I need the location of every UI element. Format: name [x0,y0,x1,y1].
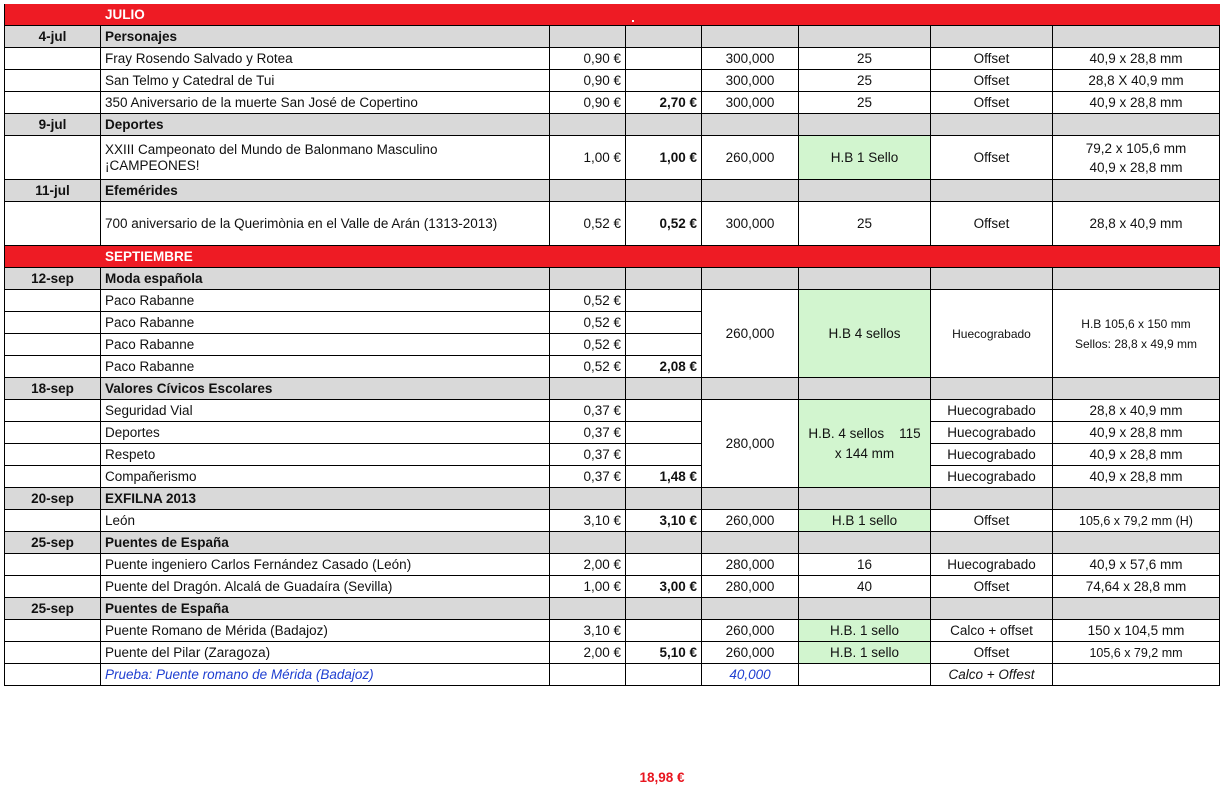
stamp-price: 0,37 € [550,400,626,422]
stamp-price: 0,90 € [550,48,626,70]
print-run: 260,000 [702,620,799,642]
table-row [4,400,1220,422]
print-run: 280,000 [702,400,799,488]
table-row [4,202,1220,246]
stamp-name: Fray Rosendo Salvado y Rotea [101,48,550,70]
group-total [626,444,702,466]
stamp-price: 0,52 € [550,334,626,356]
month-title: SEPTIEMBRE [101,246,1220,268]
group-total [626,48,702,70]
group-total [626,422,702,444]
group-row [4,532,1220,554]
group-date: 11-jul [4,180,101,202]
month-row-julio [4,4,1220,26]
table-row [4,510,1220,532]
group-row [4,26,1220,48]
group-total [626,70,702,92]
sheet-format: 16 [799,554,931,576]
sheet-format-line1: H.B. 4 sellos 115 [808,425,921,441]
group-total [626,620,702,642]
stamp-size-stamp: 40,9 x 28,8 mm [1089,159,1183,175]
print-method: Huecograbado [931,422,1053,444]
group-title: Personajes [101,26,550,48]
stamp-name: XXIII Campeonato del Mundo de Balonmano Masculino ¡CAMPEONES! [101,136,550,180]
group-total: 2,08 € [626,356,702,378]
stamp-price: 0,90 € [550,70,626,92]
group-total: 5,10 € [626,642,702,664]
group-total: 2,70 € [626,92,702,114]
sheet-format: H.B 1 sello [799,510,931,532]
print-method: Huecograbado [931,290,1053,378]
group-total [626,400,702,422]
group-total: 1,00 € [626,136,702,180]
proof-print-method: Calco + Offest [931,664,1053,686]
print-run: 300,000 [702,48,799,70]
stamp-name: 700 aniversario de la Querimònia en el Valle de Arán (1313-2013) [101,202,550,246]
stamp-size-sheet: 79,2 x 105,6 mm [1085,140,1187,156]
sheet-format: H.B. 1 sello [799,620,931,642]
sheet-format: H.B. 1 sello [799,642,931,664]
print-run: 280,000 [702,554,799,576]
sheet-format: 25 [799,48,931,70]
group-date: 9-jul [4,114,101,136]
stamp-name: Puente Romano de Mérida (Badajoz) [101,620,550,642]
stamp-size: 40,9 x 28,8 mm [1053,466,1220,488]
table-row [4,554,1220,576]
stamp-size [1053,136,1220,180]
group-total: 3,00 € [626,576,702,598]
stamp-size: 74,64 x 28,8 mm [1053,576,1220,598]
print-method: Offset [931,510,1053,532]
table-row [4,422,1220,444]
print-method: Offset [931,202,1053,246]
table-row [4,70,1220,92]
stamp-size: 40,9 x 57,6 mm [1053,554,1220,576]
proof-row [4,664,1220,686]
print-method: Offset [931,92,1053,114]
stamp-name: Puente del Pilar (Zaragoza) [101,642,550,664]
month-row-septiembre [4,246,1220,268]
print-method: Huecograbado [931,400,1053,422]
stamp-price: 0,52 € [550,290,626,312]
stamp-price: 2,00 € [550,642,626,664]
group-row [4,180,1220,202]
month-title: JULIO [101,4,1220,26]
sheet-format: 25 [799,70,931,92]
group-total: 3,10 € [626,510,702,532]
stamp-name: Respeto [101,444,550,466]
print-run: 300,000 [702,70,799,92]
print-run: 300,000 [702,92,799,114]
stamp-name: Paco Rabanne [101,356,550,378]
stamp-price: 2,00 € [550,554,626,576]
group-total [626,312,702,334]
sheet-format: 25 [799,202,931,246]
group-title: Moda española [101,268,550,290]
group-date: 4-jul [4,26,101,48]
stamp-size [1053,290,1220,378]
sheet-format [799,400,931,488]
group-row [4,114,1220,136]
stamp-size: 28,8 X 40,9 mm [1053,70,1220,92]
group-row [4,488,1220,510]
print-method: Offset [931,576,1053,598]
stamp-price: 0,52 € [550,312,626,334]
print-run: 300,000 [702,202,799,246]
print-method: Huecograbado [931,554,1053,576]
grand-total: 18,98 € [639,770,685,785]
sheet-format: 25 [799,92,931,114]
stamp-price: 0,37 € [550,466,626,488]
group-total [626,290,702,312]
table-row [4,92,1220,114]
group-total: 1,48 € [626,466,702,488]
group-title: Puentes de España [101,532,550,554]
stamp-size: 150 x 104,5 mm [1053,620,1220,642]
stamp-size: 28,8 x 40,9 mm [1053,400,1220,422]
stamp-price: 1,00 € [550,576,626,598]
proof-name: Prueba: Puente romano de Mérida (Badajoz) [101,664,550,686]
group-title: EXFILNA 2013 [101,488,550,510]
stamp-price: 0,90 € [550,92,626,114]
stamp-size: 28,8 x 40,9 mm [1053,202,1220,246]
group-title: Deportes [101,114,550,136]
print-run: 260,000 [702,510,799,532]
group-title: Puentes de España [101,598,550,620]
decorative-dot [632,20,634,22]
stamp-name: San Telmo y Catedral de Tui [101,70,550,92]
stamp-issue-table [4,4,1220,768]
group-row [4,378,1220,400]
print-run: 260,000 [702,290,799,378]
stamp-name: Seguridad Vial [101,400,550,422]
stamp-name: Deportes [101,422,550,444]
group-date: 25-sep [4,598,101,620]
group-date: 12-sep [4,268,101,290]
group-row [4,268,1220,290]
print-method: Offset [931,48,1053,70]
group-title: Efemérides [101,180,550,202]
print-method: Offset [931,136,1053,180]
stamp-size-stamp: Sellos: 28,8 x 49,9 mm [1074,336,1198,351]
group-date: 20-sep [4,488,101,510]
table-row [4,576,1220,598]
sheet-format: 40 [799,576,931,598]
table-row [4,466,1220,488]
sheet-format: H.B 4 sellos [799,290,931,378]
print-method: Offset [931,642,1053,664]
table-row [4,620,1220,642]
sheet-format-line2: x 144 mm [834,445,895,461]
print-run: 260,000 [702,136,799,180]
stamp-name: Paco Rabanne [101,334,550,356]
stamp-size: 105,6 x 79,2 mm [1053,642,1220,664]
print-method: Huecograbado [931,444,1053,466]
group-total [626,554,702,576]
print-run: 260,000 [702,642,799,664]
stamp-size: 40,9 x 28,8 mm [1053,422,1220,444]
group-title: Valores Cívicos Escolares [101,378,550,400]
group-date: 25-sep [4,532,101,554]
table-row [4,642,1220,664]
group-total: 0,52 € [626,202,702,246]
stamp-price: 3,10 € [550,620,626,642]
stamp-size-sheet: H.B 105,6 x 150 mm [1081,316,1191,331]
stamp-name: León [101,510,550,532]
print-method: Offset [931,70,1053,92]
stamp-name: Paco Rabanne [101,312,550,334]
stamp-size: 40,9 x 28,8 mm [1053,48,1220,70]
stamp-name: Compañerismo [101,466,550,488]
stamp-size: 40,9 x 28,8 mm [1053,92,1220,114]
stamp-size: 40,9 x 28,8 mm [1053,444,1220,466]
stamp-price: 0,52 € [550,356,626,378]
group-row [4,598,1220,620]
group-date: 18-sep [4,378,101,400]
stamp-price: 3,10 € [550,510,626,532]
stamp-price: 0,52 € [550,202,626,246]
stamp-name: Paco Rabanne [101,290,550,312]
table-row [4,48,1220,70]
stamp-price: 1,00 € [550,136,626,180]
sheet-format: H.B 1 Sello [799,136,931,180]
stamp-name: Puente ingeniero Carlos Fernández Casado (León) [101,554,550,576]
stamp-size: 105,6 x 79,2 mm (H) [1053,510,1220,532]
print-method: Calco + offset [931,620,1053,642]
group-total [626,334,702,356]
print-run: 280,000 [702,576,799,598]
print-method: Huecograbado [931,466,1053,488]
stamp-price: 0,37 € [550,422,626,444]
proof-print-run: 40,000 [702,664,799,686]
table-row [4,444,1220,466]
stamp-name: Puente del Dragón. Alcalá de Guadaíra (Sevilla) [101,576,550,598]
table-row [4,136,1220,180]
stamp-price: 0,37 € [550,444,626,466]
stamp-name: 350 Aniversario de la muerte San José de Copertino [101,92,550,114]
